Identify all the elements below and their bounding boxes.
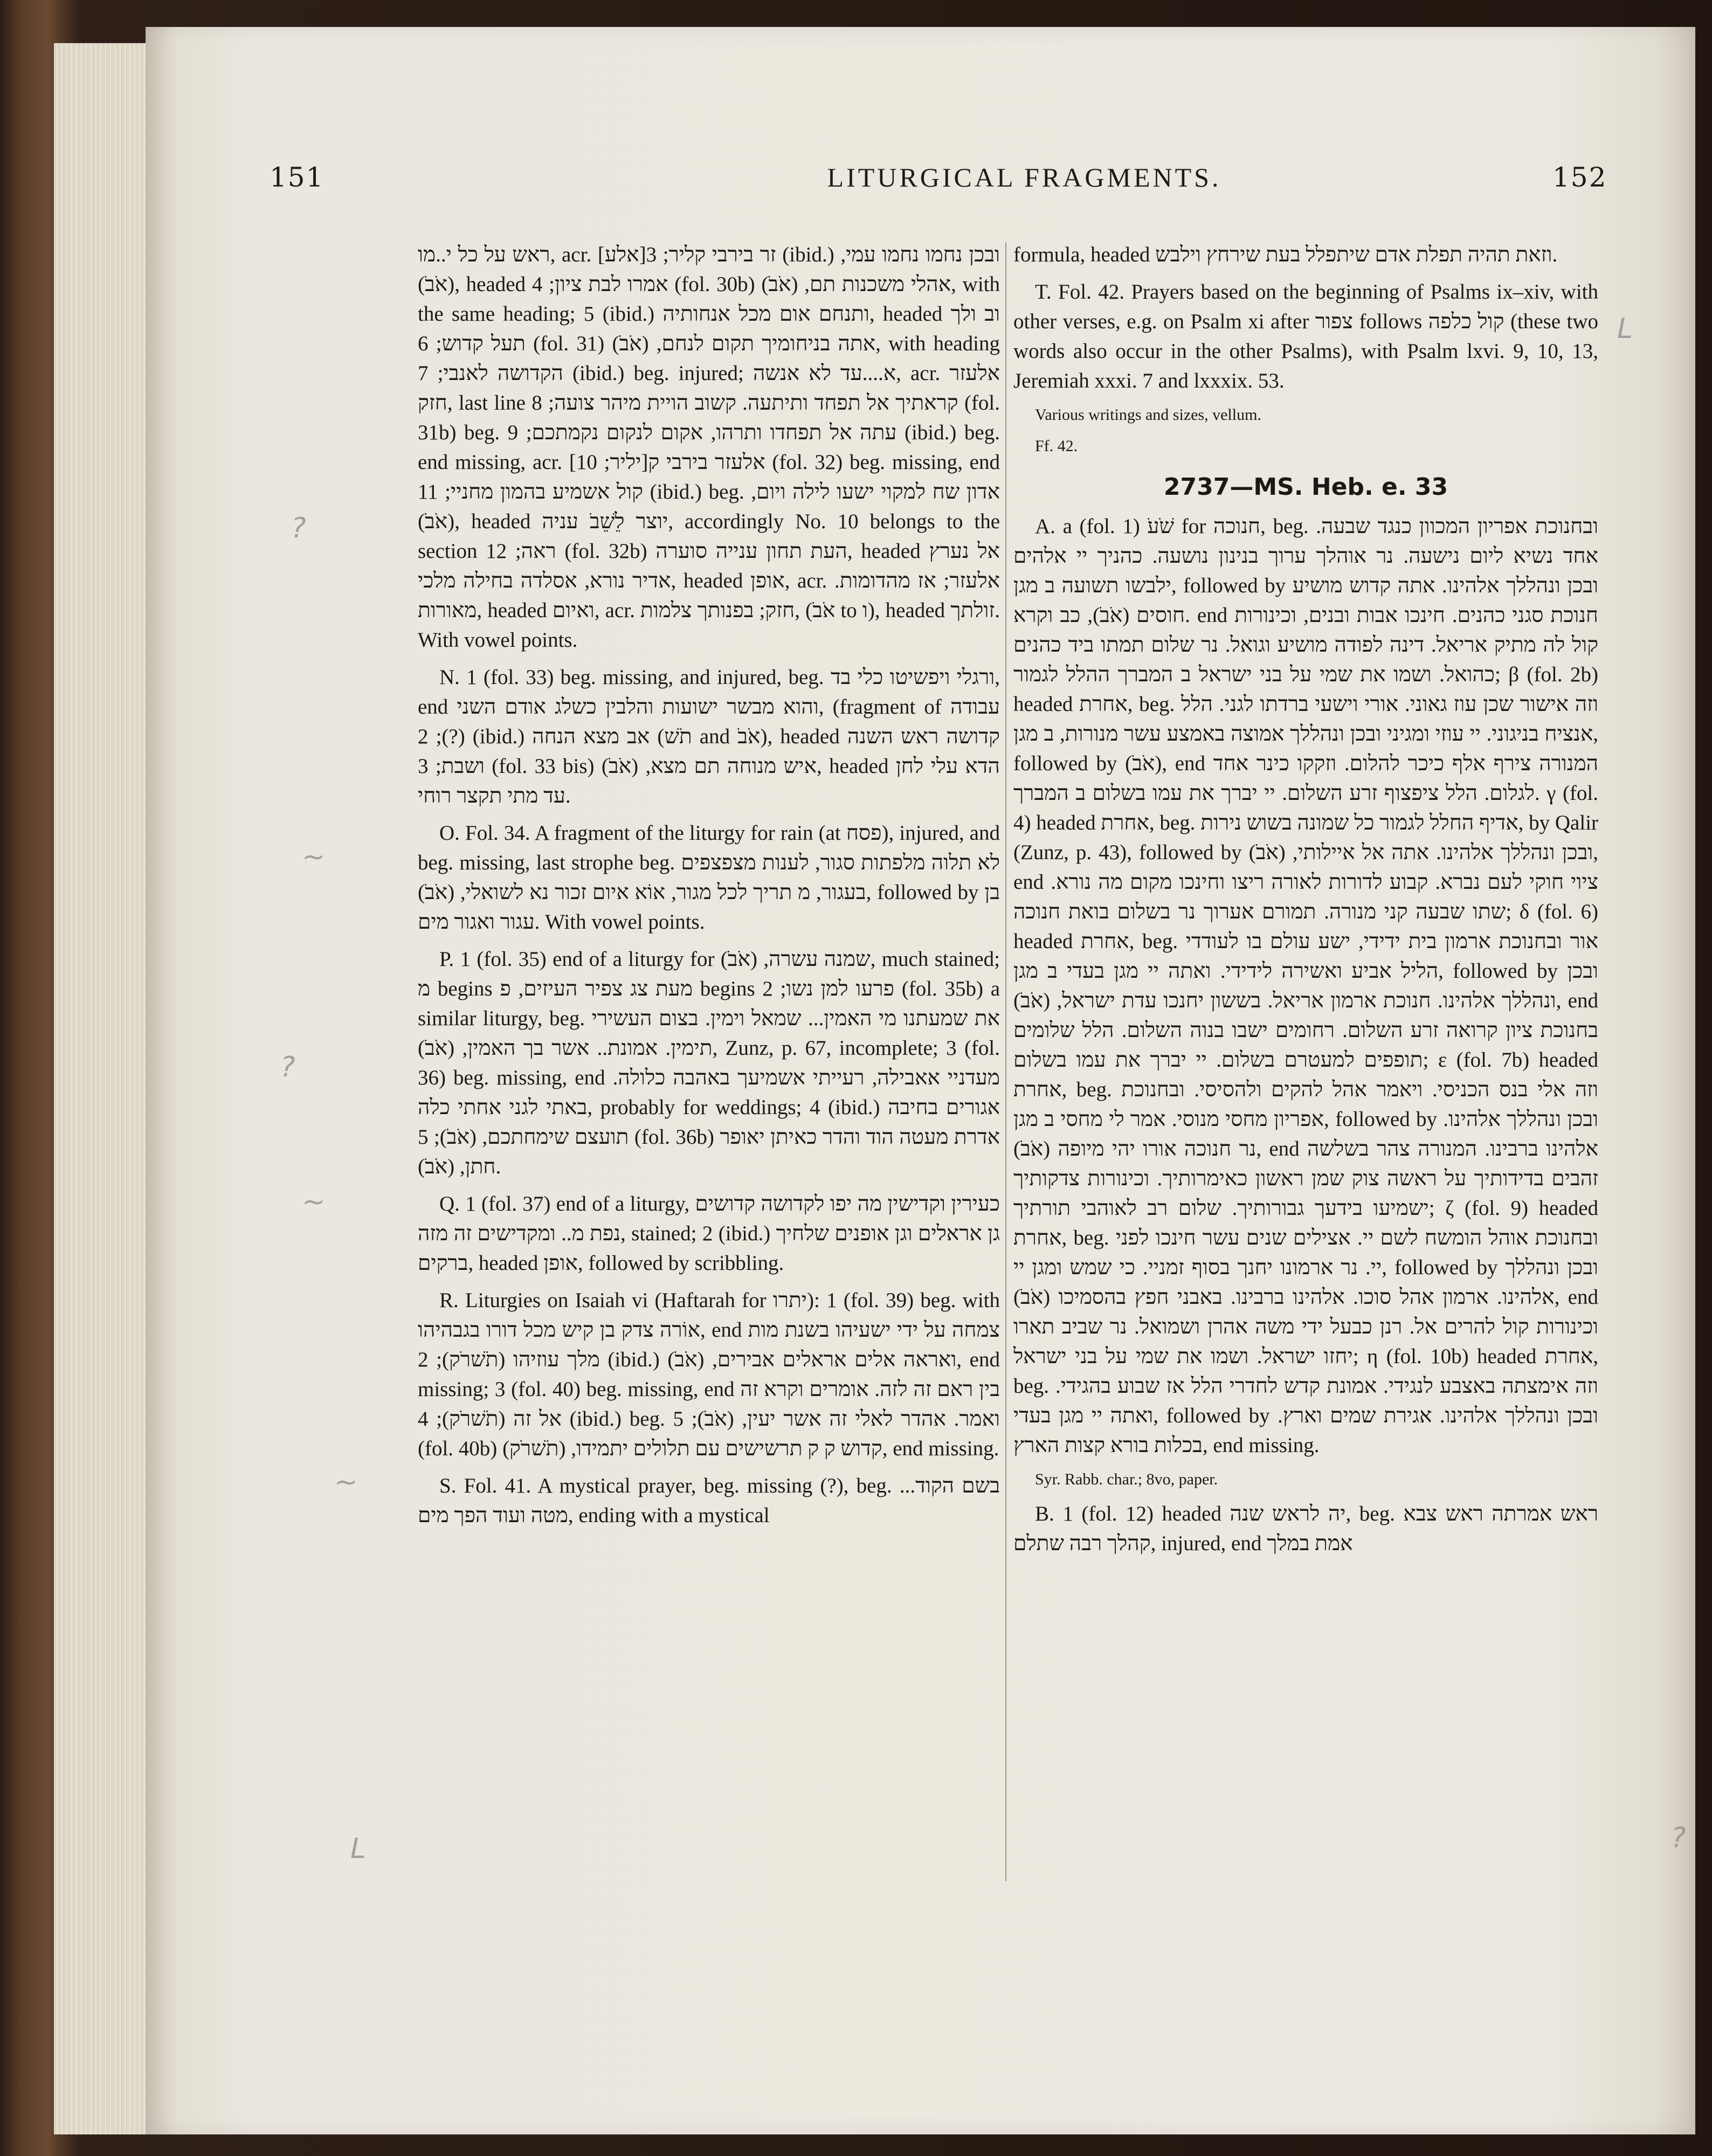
entry-paragraph: N. 1 (fol. 33) beg. missing, and injured, beg. ורגלי ויפשיטו כלי בד, end והוא מבשר ישועות והלבין כשלג אודם השני, (fragment of עבודה (?); 2 (ibid.) אב מצא הנחה (תֹשׁ and אֹבֹ), headed קדושה ראש השנה ושבת; 3 (fol. 33 bis) איש מנוחה תם מצא, (אֹבֹ), headed הדא עלי לחן עד מתי תקצר רוחי. [418,666,1000,807]
pencil-mark: ~ [302,841,326,873]
entry-paragraph: S. Fol. 41. A mystical prayer, beg. missing (?), beg. בשם הקוד... מטה ועוד הפך מים, ending with a mystical [418,1474,1000,1527]
pencil-mark: ~ [334,1466,358,1498]
entry-paragraph: Q. 1 (fol. 37) end of a liturgy, כעירין וקדישין מה יפו לקדושה קדושים נפת מ.. ומקדישים זה מזה, stained; 2 (ibid.) גן אראלים וגן אופנים שלחיך ברקים, headed אופן, followed by scribbling. [418,1192,1000,1275]
entry-paragraph: R. Liturgies on Isaiah vi (Haftarah for יתרו): 1 (fol. 39) beg. with אוֹרה צדק בן קיש מכל דורו בגבהיהו, end צמחה על ידי ישעיהו בשנת מות מלך עוזיהו (תֹשׁרֹק); 2 (ibid.) ואראה אלים אראלים אבירים, (אֹבֹ), end missing; 3 (fol. 40) beg. missing, end בין ראם זה לזה. אומרים וקרא זה אל זה (תֹשׁרֹק); 4 (ibid.) beg. ואמר. אהדר לאלי זה אשר יעין, (אֹבֹ); 5 (fol. 40b) קדוש ק ק תרשישים עם תלולים יתמידו, (תֹשׁרֹק), end missing. [418,1289,1000,1460]
entry-paragraph: A. a (fol. 1) שֹׁעֹ for חנוכה, beg. ובחנוכת אפריון המכוון כנגד שבעה. אחד נשיא ליום נישעה. נר אוהלך ערוך בנינון נושעה. כהניך יי אלהים ילבשו תשועה ב מגן, followed by ובכן ונהללך אלהינו. אתה קדוש מושיע חוסים (אֹבֹ), כב וקרא. end חנוכת סגני כהנים. חינכו אבות ובנים, וכינורות קול לה מתיק אריאל. דינה לפודה מושיע וגואל. נר שלום תמתו ביד כהנים כהואל. ושמו את שמי על בני ישראל ב המברך ההלל לגמור; β (fol. 2b) headed אחרת, beg. וזה אישור שכן עוז גאוני. אורי וישעי ברדתו לגני. הלל אנציח בניגוני. יי עוזי ומגיני ובכן ונהללך אמוצה באמצע עשר מנורות, ב מגן, followed by (אֹבֹ), end המנורה צירף אלף כיכר להלום. וזקקו כינר אחד לגלום. הלל ציפצוף זרע השלום. יי יברך את עמו בשלום ב המברך. γ (fol. 4) headed אחרת, beg. אדיף החלל לגמור כל שמונה בשוש נירות, by Qalir (Zunz, p. 43), followed by ובכן ונהללך אלהינו. אתה אל איילותי, (אֹבֹ), end ציוי חוקי לעם נברא. קבוע לדורות לאורה ריצו וחינכו מקום מה נורא. שתו שבעה קני מנורה. תמורם אערוך נר בשלום בואת חנוכה; δ (fol. 6) headed אחרת, beg. אור ובחנוכת ארמון בית ידידי, ישע עולם בו לעודדי הליל אביע ואשירה לידידי. ואתה יי מגן בעדי ב מגן, followed by ובכן ונהללך אלהינו. חנוכת ארמון אריאל. בששון יחנכו עדת ישראל, (אֹבֹ), end בחנוכת ציון קרואה זרע השלום. רחומים ישבו בנוה השלום. הלל שלומים תופפים למעטרם בשלום. יי יברך את עמו בשלום; ε (fol. 7b) headed אחרת, beg. וזה אלי בנס הכניסי. ויאמר אהל להקים ולהסיסי. ובחנוכת אפריון מחסי מנוסי. אמר לי מחסי ב מגן, followed by ובכן ונהללך אלהינו. נר חנוכה אורו יהי מיופה (אֹבֹ), end אלהינו ברבינו. המנורה צהר בשלשה זהבים בדידותיך על ראשה צוק שמן ראשון כאימרותיך. וכינורות צדקותיך ישמיעו בידעך גבורותיך. שלום רב לאוהבי תורתיך; ζ (fol. 9) headed אחרת, beg. ובחנוכת אוהל הומשח לשם יי. אצילים שנים עשר חינכו לפני יי. נר ארמונו יחנך בסוף זמניי. כי שמש ומגן יי, followed by ובכן ונהללך אלהינו. ארמון אהל סוכו. אלהינו ברבינו. באבני חפץ בהסמיכו (אֹבֹ), end וכינורות קול להרים אל. רנן כבעל ידי משה אהרן ושמואל. נר שביב תארו יחזו ישראל. ושמו את שמי על בני ישראל; η (fol. 10b) headed אחרת, beg. וזה אימצתה באצבע לנגידי. אמונת קדש לחדרי הלל אז שבוע בהגידי. ואתה יי מגן בעדי, followed by ובכן ונהללך אלהינו. אגירת שמים וארץ. בכלות בורא קצות הארץ, end missing. [1013,515,1599,1457]
left-column [418,240,1000,1538]
pencil-mark: ? [280,1051,295,1083]
pencil-mark: L [1617,313,1633,345]
pencil-mark: L [350,1833,366,1865]
description-note: Syr. Rabb. char.; 8vo, paper. [1035,1470,1218,1488]
column-divider [1005,243,1006,1881]
entry-paragraph: ראש על כל י..מו, acr. [אלע]זר בירבי קליר; 3 (ibid.) ובכן נחמו נחמו עמי, (אֹבֹ), headed אמרו לבת ציון; 4 (fol. 30b) אהלי משכנות תם, (אֹבֹ), with the same heading; 5 (ibid.) ותנחם אום מכל אנחותיה, headed וב ולך תעל קדוש; 6 (fol. 31) אתה בניחומיך תקום לנחם, (אֹבֹ), with heading הקדושה לאנבי; 7 (ibid.) beg. injured; א....עד לא אנשה, acr. אלעזר חזק, last line קראתיך אל תפחד ותיתעה. קשוב הויית מיהר צועה; 8 (fol. 31b) beg. עתה אל תפחדו ותרהו, אקום לנקום נקמתכם; 9 (ibid.) beg. end missing, acr. [אלעזר בירבי ק[יליר; 10 (fol. 32) beg. missing, end קול אשמיע בהמון מחניי; 11 (ibid.) beg. אדון שח למקוי ישעו לילה ויום, (אֹבֹ), headed יוצר לֵשֵׁבֹ עניה, accordingly No. 10 belongs to the section ראה; 12 (fol. 32b) העת תחון ענייה סוערה, headed אל נערץ אדיר נורא, אסלדה בחילה מלכי, headed אופן, acr. אלעזר; אז מהדומות. מאורות, headed ואיום, acr. חזק; בפנותך צלמות, (אֹבֹ to ו), headed זולתך. With vowel points. [418,243,1000,652]
right-column [1013,240,1598,1566]
manuscript-heading: 2737—MS. Heb. e. 33 [1163,473,1448,501]
pencil-mark: ~ [302,1186,326,1218]
entry-paragraph: T. Fol. 42. Prayers based on the beginning of Psalms ix–xiv, with other verses, e.g. on Psalm xi after צפור follows קול כלפה (these two words also occur in the other Psalms), with Psalm lxvi. 9, 10, 13, Jeremiah xxxi. 7 and lxxxix. 53. [1013,280,1599,392]
running-title: LITURGICAL FRAGMENTS. [827,162,1221,192]
entry-paragraph: P. 1 (fol. 35) end of a liturgy for שמנה עשרה, (אֹבֹ), much stained; מ begins מעת צג צפיר העיזים, פ begins פרעו למן נשו; 2 (fol. 35b) a similar liturgy, beg. את שמעתנו מי האמין... שמאל וימין. בצום העשירי תימין. אמונת.. אשר בך האמין, (אֹבֹ), Zunz, p. 67, incomplete; 3 (fol. 36) beg. missing, end מעדניי אאבילה, רעייתי אשמיעך באהבה כלולה. באתי לגני אחתי כלה, probably for weddings; 4 (ibid.) אגורים בחיבה תועצם שימחתכם, (אֹבֹ); 5 (fol. 36b) אדרת מעטה הוד והדר כאיתן יאופר חתן, (אֹבֹ). [418,948,1000,1178]
pencil-mark: ? [291,512,306,544]
entry-paragraph: B. 1 (fol. 12) headed יה לראש שנה, beg. ראש אמרתה ראש צבא קהלך רבה שתלם, injured, end אמת במלך [1013,1502,1598,1555]
right-page-number: 152 [1552,162,1607,193]
folio-count: Ff. 42. [1035,437,1078,455]
entry-paragraph: O. Fol. 34. A fragment of the liturgy for rain (at פסח), injured, and beg. missing, last strophe beg. לא תלוה מלפתות סגור, לענות מצפצפים בעגור, מ תריך לכל מגור, אוֹא איום זכור נא לשואלי, (אֹבֹ), followed by בן עגור ואגור מים. With vowel points. [418,821,1000,934]
left-page-number: 151 [270,162,325,193]
description-note: Various writings and sizes, vellum. [1035,406,1261,424]
page-edges [54,43,152,2134]
pencil-mark: ? [1671,1822,1686,1854]
entry-paragraph: formula, headed וזאת תהיה תפלת אדם שיתפלל בעת שירחץ וילבש. [1013,243,1558,266]
